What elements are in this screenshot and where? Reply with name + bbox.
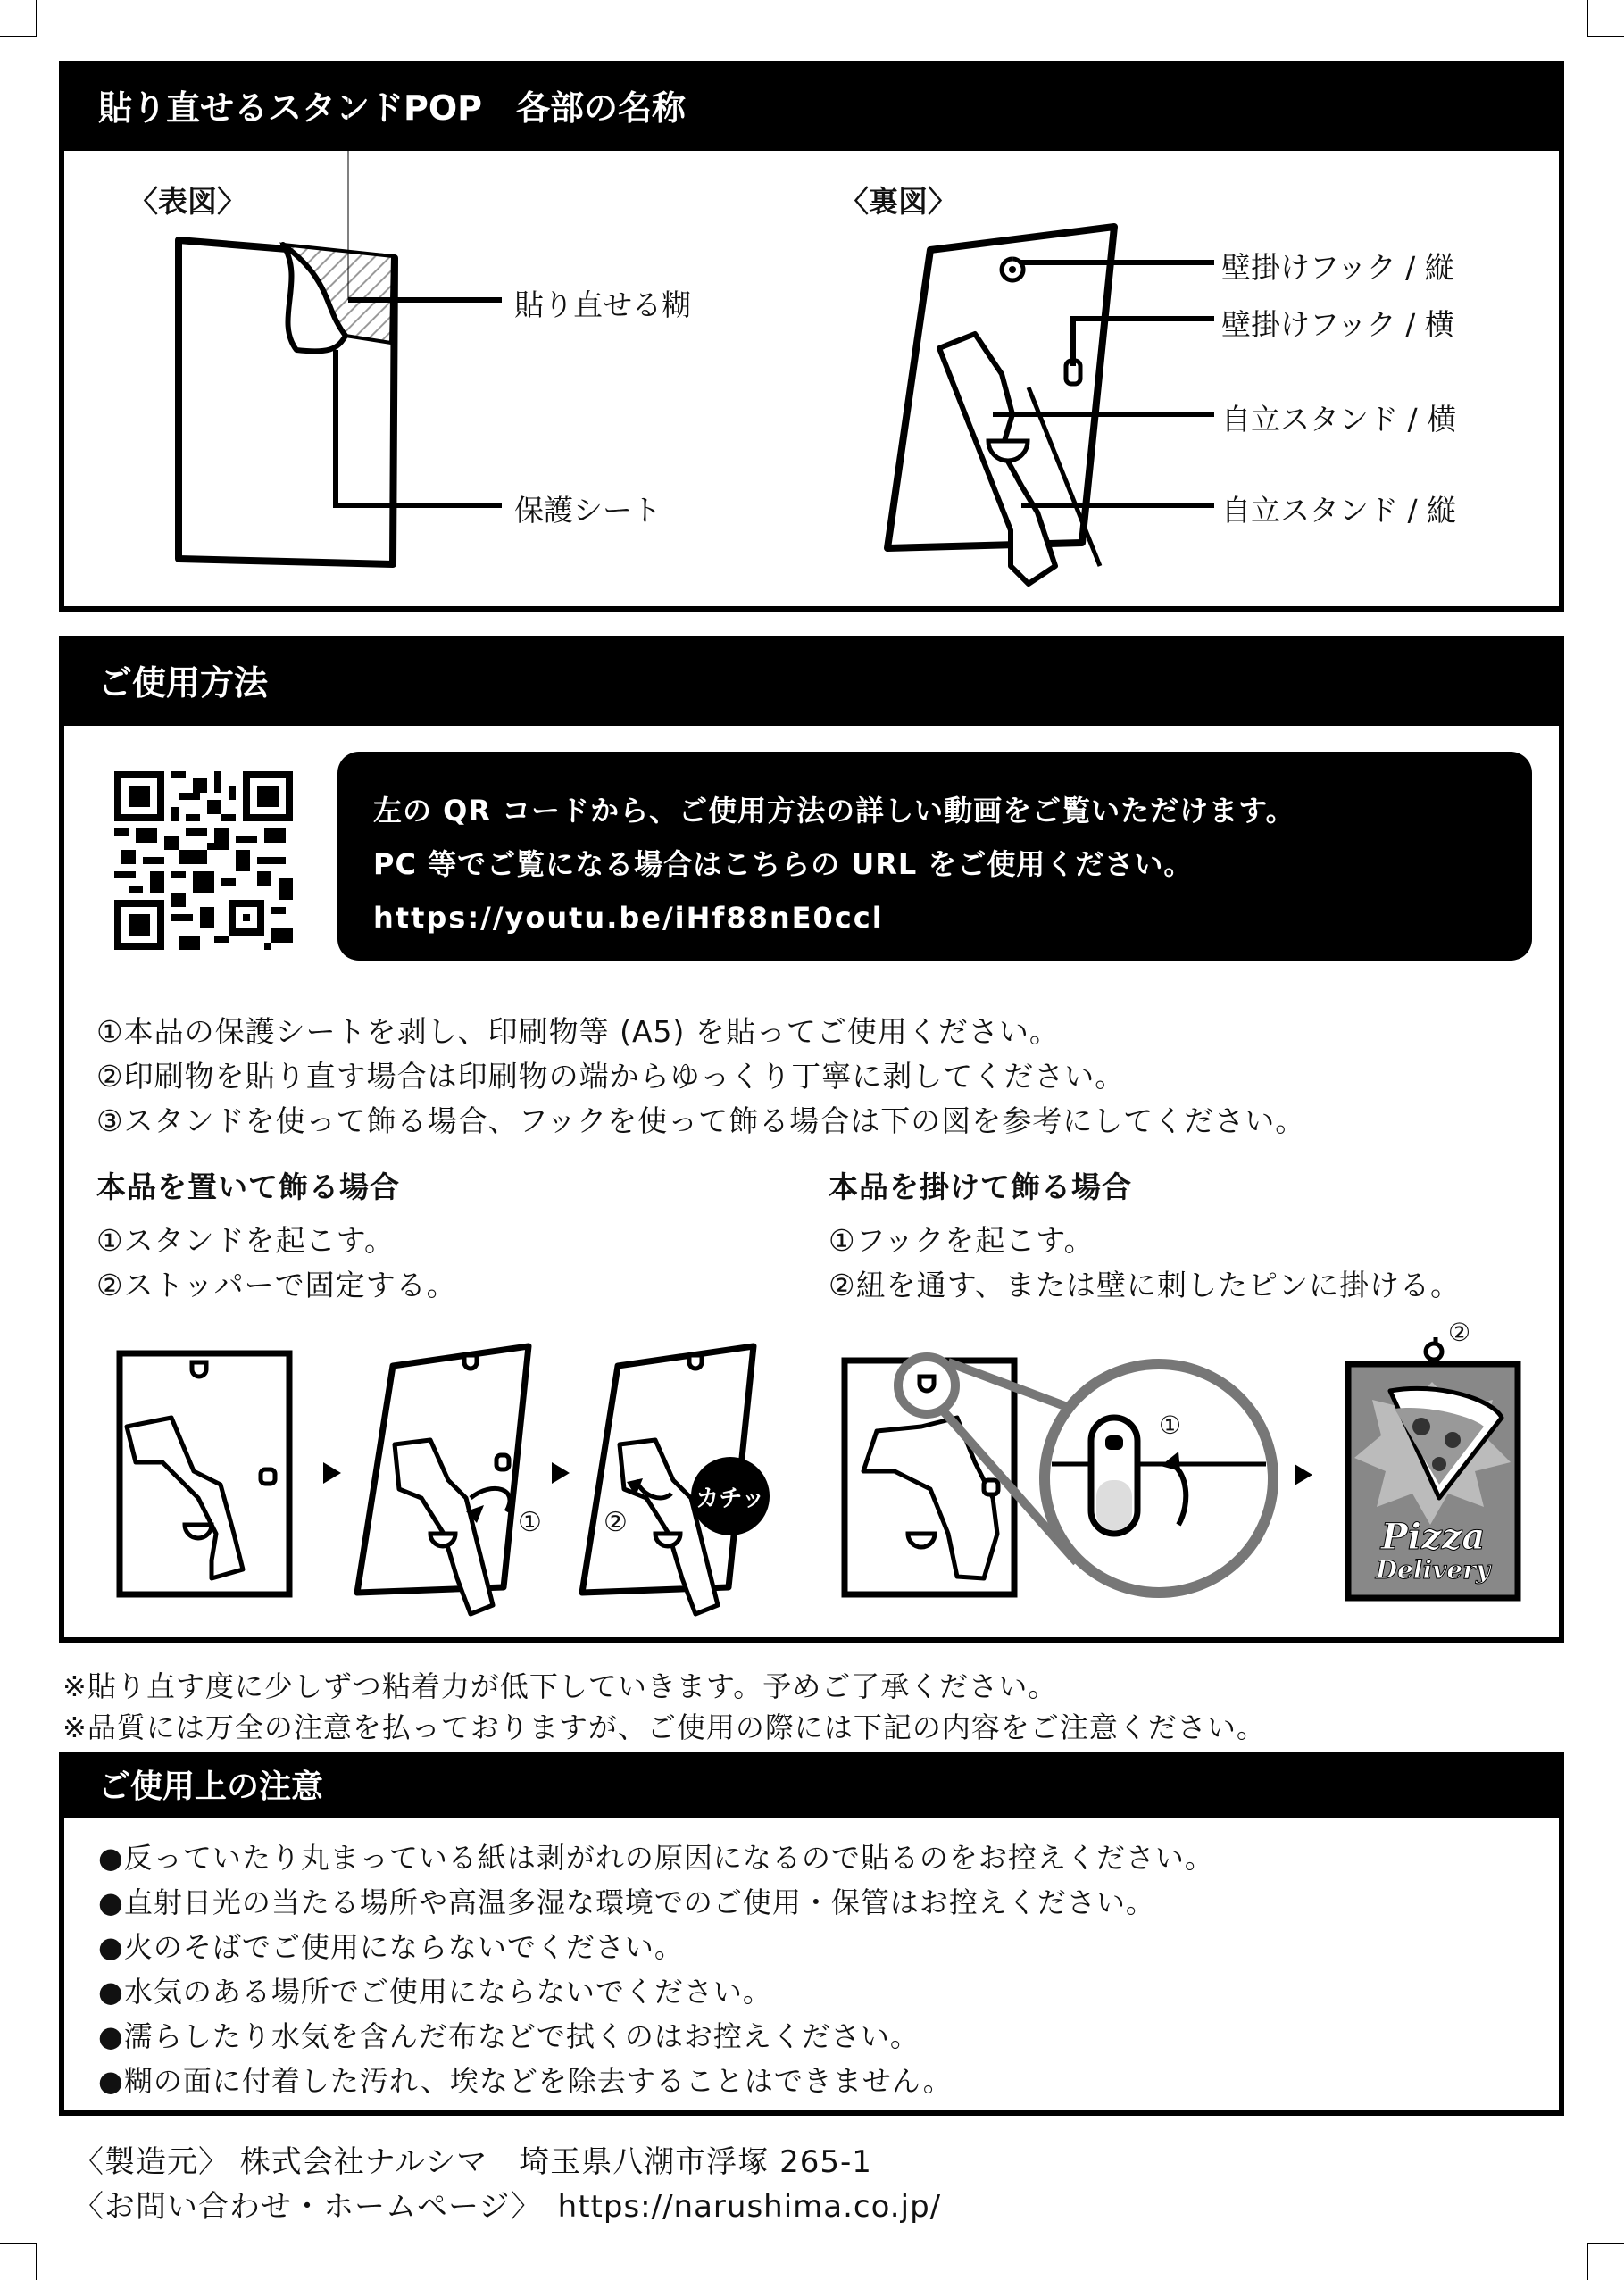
callout-hook-vertical: 壁掛けフック / 縦: [1221, 250, 1454, 285]
callout-stand-vertical: 自立スタンド / 縦: [1221, 493, 1457, 528]
pizza-title: Pizza: [1380, 1516, 1486, 1558]
note-quality: ※品質には万全の注意を払っておりますが、ご使用の際には下記の内容をご注意ください。: [62, 1710, 1266, 1744]
hang-step-num-1: ①: [1159, 1410, 1182, 1440]
usage-step-3: ③スタンドを使って飾る場合、フックを使って飾る場合は下の図を参考にしてください。: [96, 1103, 1306, 1138]
usage-section-title: ご使用方法: [64, 641, 1559, 726]
crop-mark-bottom-left: [0, 2243, 37, 2280]
footer-contact[interactable]: 〈お問い合わせ・ホームページ〉 https://narushima.co.jp/: [73, 2189, 942, 2225]
parts-section-title: 貼り直せるスタンドPOP 各部の名称: [64, 66, 1559, 151]
crop-mark-bottom-right: [1587, 2243, 1624, 2280]
caution-item-1: ●反っていたり丸まっている紙は剥がれの原因になるので貼るのをお控えください。: [98, 1841, 1214, 1875]
crop-mark-top-left: [0, 0, 37, 37]
place-step-2: ②ストッパーで固定する。: [96, 1268, 457, 1302]
caution-section: [59, 1752, 1564, 2116]
front-view-label: 〈表図〉: [129, 184, 246, 219]
hang-step-num-2: ②: [1448, 1318, 1471, 1347]
callout-protective-sheet: 保護シート: [514, 493, 662, 528]
callout-stand-horizontal: 自立スタンド / 横: [1221, 402, 1457, 437]
place-step-num-1: ①: [518, 1507, 542, 1538]
usage-step-2: ②印刷物を貼り直す場合は印刷物の端からゆっくり丁寧に剥してください。: [96, 1059, 1126, 1094]
caution-item-3: ●火のそばでご使用にならないでください。: [98, 1930, 684, 1964]
caution-item-5: ●濡らしたり水気を含んだ布などで拭くのはお控えください。: [98, 2019, 920, 2053]
video-info-line1: 左の QR コードから、ご使用方法の詳しい動画をご覧いただけます。: [373, 794, 1295, 828]
caution-section-title: ご使用上の注意: [64, 1757, 1559, 1818]
pizza-subtitle: Delivery: [1375, 1555, 1491, 1585]
hang-step-1: ①フックを起こす。: [829, 1223, 1095, 1258]
hang-heading: 本品を掛けて飾る場合: [829, 1169, 1132, 1204]
caution-item-6: ●糊の面に付着した汚れ、埃などを除去することはできません。: [98, 2064, 953, 2098]
place-step-1: ①スタンドを起こす。: [96, 1223, 395, 1258]
caution-item-2: ●直射日光の当たる場所や高温多湿な環境でのご使用・保管はお控えください。: [98, 1885, 1155, 1919]
back-view-label: 〈裏図〉: [839, 184, 957, 219]
note-adhesion: ※貼り直す度に少しずつ粘着力が低下していきます。予めご了承ください。: [62, 1669, 1058, 1703]
footer-maker: 〈製造元〉 株式会社ナルシマ 埼玉県八潮市浮塚 265-1: [73, 2144, 872, 2180]
usage-step-1: ①本品の保護シートを剥し、印刷物等 (A5) を貼ってご使用ください。: [96, 1014, 1060, 1049]
video-url-link[interactable]: https://youtu.be/iHf88nE0ccl: [373, 901, 884, 935]
caution-item-4: ●水気のある場所でご使用にならないでください。: [98, 1975, 772, 2009]
click-label: カチッ: [695, 1485, 765, 1512]
place-step-num-2: ②: [604, 1507, 628, 1538]
crop-mark-top-right: [1587, 0, 1624, 37]
usage-section: [59, 636, 1564, 1643]
hang-instruction-diagram: [64, 641, 1570, 1648]
callout-hook-horizontal: 壁掛けフック / 横: [1221, 307, 1454, 342]
place-heading: 本品を置いて飾る場合: [96, 1169, 400, 1204]
parts-section: [59, 61, 1564, 612]
hang-step-2: ②紐を通す、または壁に刺したピンに掛ける。: [829, 1268, 1461, 1302]
callout-adhesive: 貼り直せる糊: [514, 287, 691, 322]
video-info-line2: PC 等でご覧になる場合はこちらの URL をご使用ください。: [373, 847, 1194, 881]
